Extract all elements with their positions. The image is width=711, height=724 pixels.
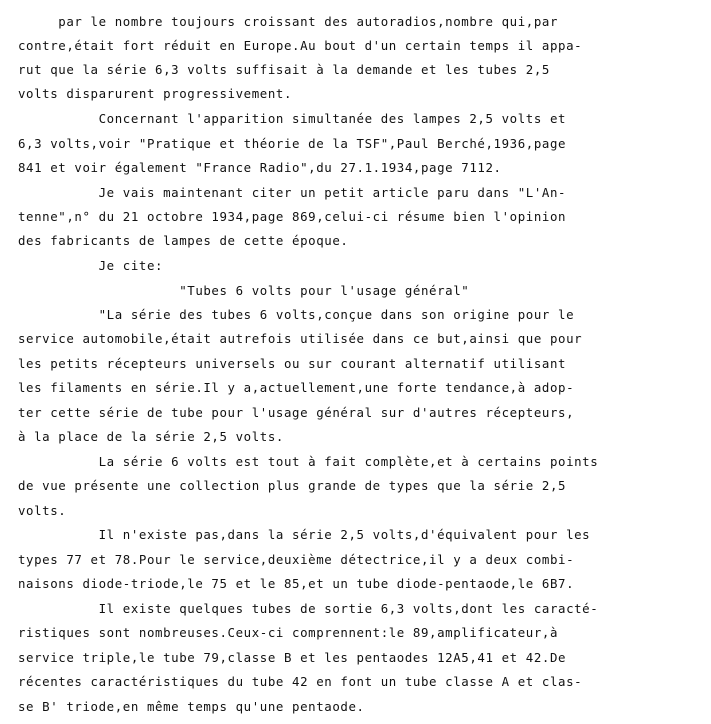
text-line: naisons diode-triode,le 75 et le 85,et un tube diode-pentaode,le 6B7.	[18, 576, 575, 591]
text-line: ristiques sont nombreuses.Ceux-ci comprennent:le 89,amplificateur,à	[18, 625, 559, 640]
text-line: les filaments en série.Il y a,actuellement,une forte tendance,à adop-	[18, 380, 575, 395]
text-line: récentes caractéristiques du tube 42 en font un tube classe A et clas-	[18, 674, 583, 689]
text-line: de vue présente une collection plus grande de types que la série 2,5	[18, 478, 567, 493]
text-line: Je vais maintenant citer un petit article paru dans "L'An-	[18, 185, 567, 200]
text-line: Il existe quelques tubes de sortie 6,3 volts,dont les caracté-	[18, 601, 599, 616]
text-line: "La série des tubes 6 volts,conçue dans son origine pour le	[18, 307, 575, 322]
text-line: par le nombre toujours croissant des autoradios,nombre qui,par	[18, 14, 559, 29]
text-line: à la place de la série 2,5 volts.	[18, 429, 284, 444]
text-line: Il n'existe pas,dans la série 2,5 volts,d'équivalent pour les	[18, 527, 591, 542]
text-line: Concernant l'apparition simultanée des lampes 2,5 volts et	[18, 111, 567, 126]
text-line: contre,était fort réduit en Europe.Au bout d'un certain temps il appa-	[18, 38, 583, 53]
text-line: types 77 et 78.Pour le service,deuxième détectrice,il y a deux combi-	[18, 552, 575, 567]
text-line: ter cette série de tube pour l'usage général sur d'autres récepteurs,	[18, 405, 575, 420]
text-line: des fabricants de lampes de cette époque.	[18, 233, 349, 248]
text-line: 6,3 volts,voir "Pratique et théorie de la TSF",Paul Berché,1936,page	[18, 136, 567, 151]
text-line: tenne",n° du 21 octobre 1934,page 869,celui-ci résume bien l'opinion	[18, 209, 567, 224]
section-heading: "Tubes 6 volts pour l'usage général"	[18, 283, 470, 298]
text-line: rut que la série 6,3 volts suffisait à la demande et les tubes 2,5	[18, 62, 550, 77]
text-line: volts disparurent progressivement.	[18, 86, 293, 101]
text-line: les petits récepteurs universels ou sur courant alternatif utilisant	[18, 356, 567, 371]
text-line: La série 6 volts est tout à fait complète,et à certains points	[18, 454, 599, 469]
text-line: Je cite:	[18, 258, 164, 273]
text-line: se B' triode,en même temps qu'une pentaode.	[18, 699, 365, 714]
text-line: service automobile,était autrefois utilisée dans ce but,ainsi que pour	[18, 331, 583, 346]
text-line: 841 et voir également "France Radio",du 27.1.1934,page 7112.	[18, 160, 502, 175]
text-line: service triple,le tube 79,classe B et les pentaodes 12A5,41 et 42.De	[18, 650, 567, 665]
text-line: volts.	[18, 503, 67, 518]
